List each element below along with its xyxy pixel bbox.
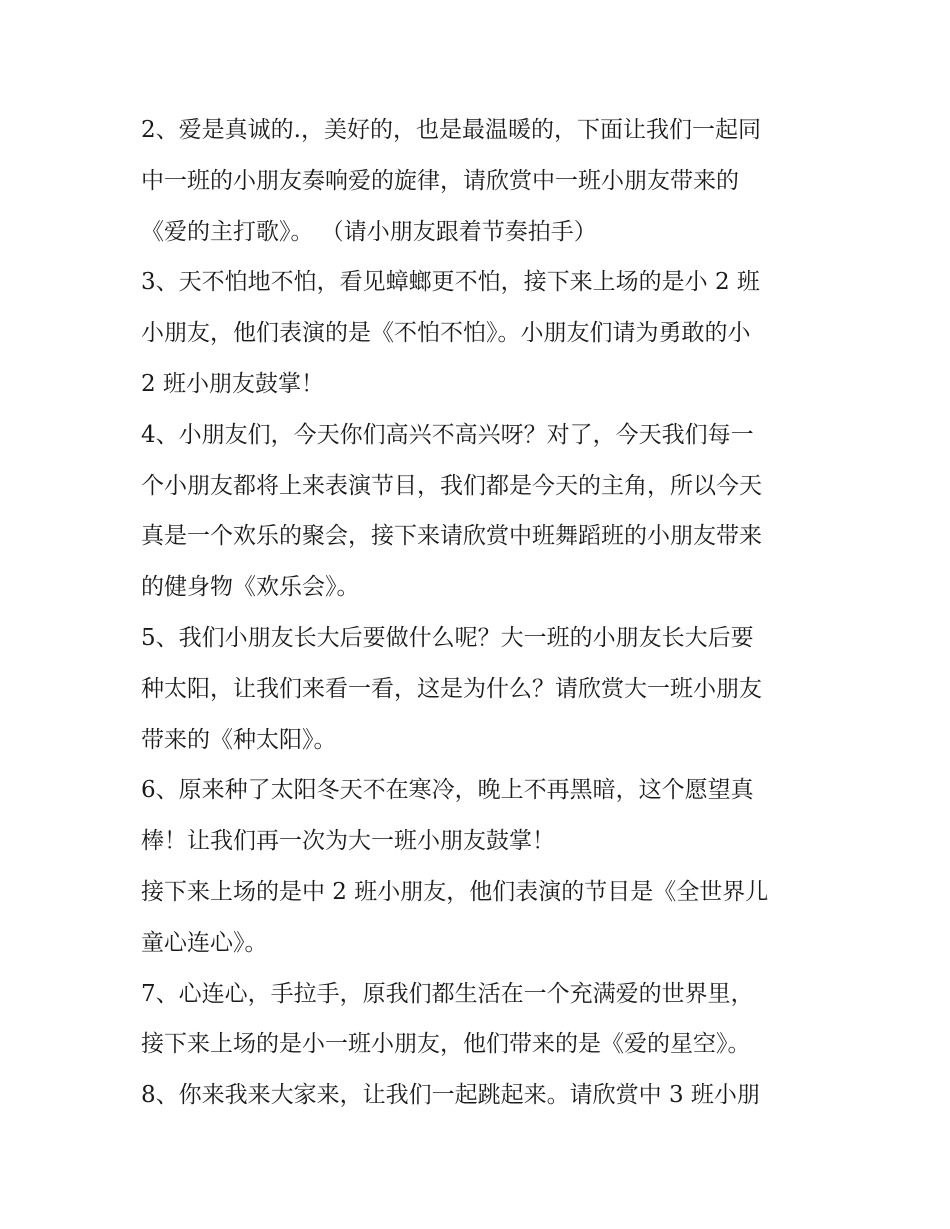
text-line: 接下来上场的是小一班小朋友，他们带来的是《爱的星空》。 bbox=[141, 1031, 751, 1058]
text-line: 6、原来种了太阳冬天不在寒冷，晚上不再黑暗，这个愿望真 bbox=[141, 777, 754, 804]
text-line: 真是一个欢乐的聚会，接下来请欣赏中班舞蹈班的小朋友带来 bbox=[141, 523, 762, 550]
text-line: 8、你来我来大家来，让我们一起跳起来。请欣赏中 3 班小朋 bbox=[141, 1082, 760, 1109]
text-line: 种太阳，让我们来看一看，这是为什么？请欣赏大一班小朋友 bbox=[141, 675, 762, 702]
text-line: 童心连心》。 bbox=[141, 929, 268, 956]
text-line: 3、天不怕地不怕，看见蟑螂更不怕，接下来上场的是小 2 班 bbox=[141, 269, 760, 296]
text-line: 5、我们小朋友长大后要做什么呢？大一班的小朋友长大后要 bbox=[141, 624, 754, 651]
text-line: 小朋友，他们表演的是《不怕不怕》。小朋友们请为勇敢的小 bbox=[141, 320, 751, 347]
text-line: 的健身物《欢乐会》。 bbox=[141, 574, 360, 601]
text-line: 《爱的主打歌》。 （请小朋友跟着节奏拍手） bbox=[141, 218, 597, 245]
text-line: 4、小朋友们，今天你们高兴不高兴呀？对了，今天我们每一 bbox=[141, 421, 754, 448]
text-line: 2、爱是真诚的.，美好的，也是最温暖的，下面让我们一起同 bbox=[141, 117, 761, 143]
text-line: 2 班小朋友鼓掌！ bbox=[141, 370, 324, 397]
text-line: 7、心连心，手拉手，原我们都生活在一个充满爱的世界里， bbox=[141, 980, 754, 1007]
text-line: 个小朋友都将上来表演节目，我们都是今天的主角，所以今天 bbox=[141, 472, 762, 499]
document-body bbox=[141, 105, 821, 1121]
text-line: 中一班的小朋友奏响爱的旋律，请欣赏中一班小朋友带来的 bbox=[141, 167, 739, 194]
text-line: 接下来上场的是中 2 班小朋友，他们表演的节目是《全世界儿 bbox=[141, 878, 769, 905]
text-line: 棒！让我们再一次为大一班小朋友鼓掌！ bbox=[141, 828, 555, 855]
text-line: 带来的《种太阳》。 bbox=[141, 726, 337, 753]
